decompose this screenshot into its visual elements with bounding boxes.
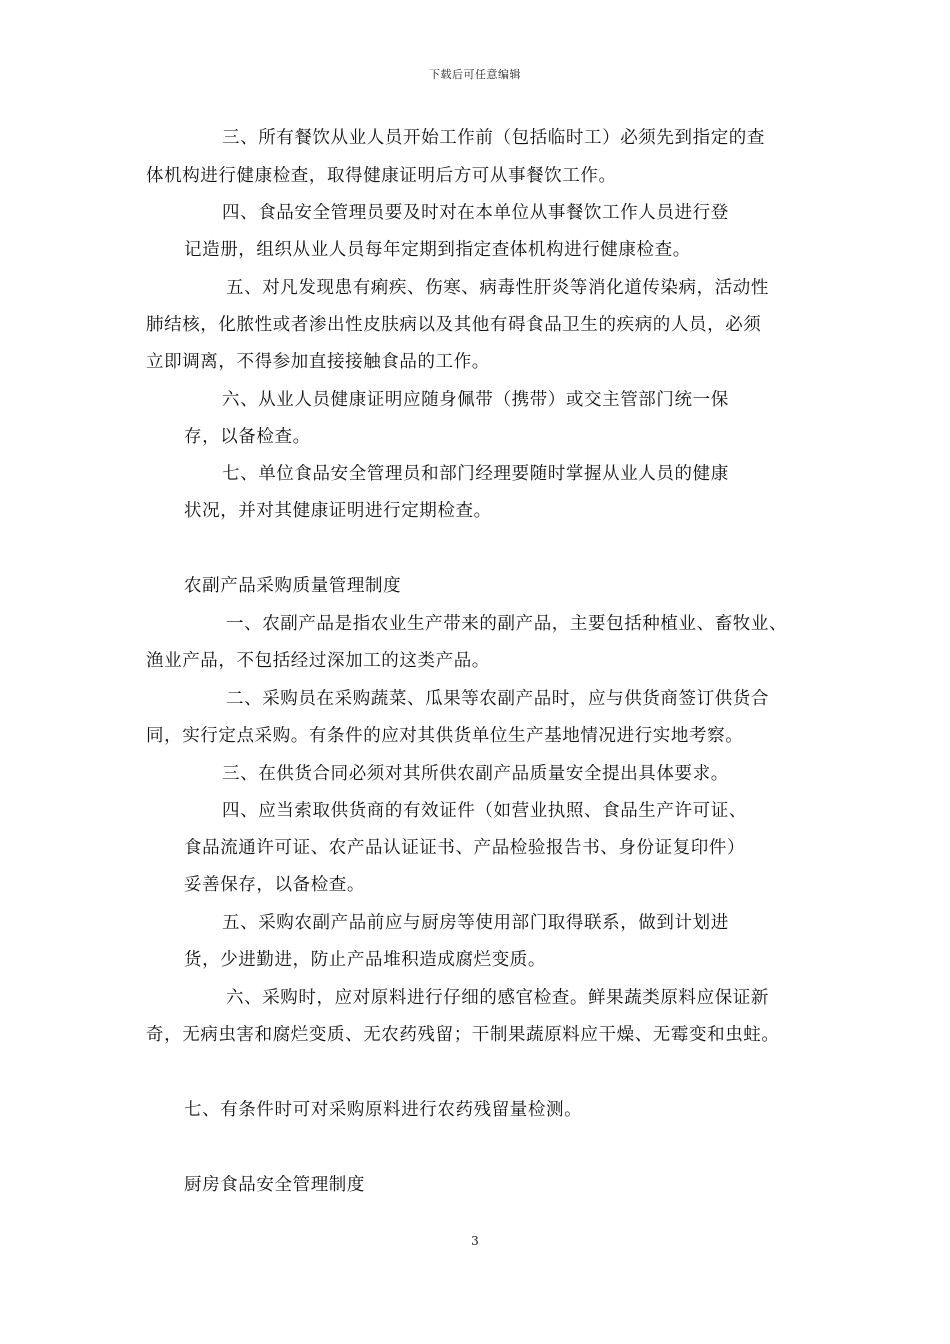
paragraph-line: 三、所有餐饮从业人员开始工作前（包括临时工）必须先到指定的查 <box>222 128 765 148</box>
paragraph-line: 二、采购员在采购蔬菜、瓜果等农副产品时，应与供货商签订供货合 <box>226 689 769 709</box>
paragraph-line: 三、在供货合同必须对其所供农副产品质量安全提出具体要求。 <box>222 764 729 784</box>
paragraph-line: 奇，无病虫害和腐烂变质、无农药残留；干制果蔬原料应干燥、无霉变和虫蛀。 <box>146 1025 780 1045</box>
paragraph-line: 五、采购农副产品前应与厨房等使用部门取得联系，做到计划进 <box>222 913 729 933</box>
paragraph-line: 四、食品安全管理员要及时对在本单位从事餐饮工作人员进行登 <box>222 203 729 223</box>
paragraph-line: 货，少进勤进，防止产品堆积造成腐烂变质。 <box>184 950 546 970</box>
paragraph-line: 记造册，组织从业人员每年定期到指定查体机构进行健康检查。 <box>184 240 691 260</box>
paragraph-line: 状况，并对其健康证明进行定期检查。 <box>184 501 492 521</box>
paragraph-line: 存，以备检查。 <box>184 427 311 447</box>
paragraph-line: 一、农副产品是指农业生产带来的副产品，主要包括种植业、畜牧业、 <box>226 614 788 634</box>
paragraph-line: 食品流通许可证、农产品认证证书、产品检验报告书、身份证复印件） <box>184 838 746 858</box>
paragraph-line: 肺结核，化脓性或者渗出性皮肤病以及其他有碍食品卫生的疾病的人员，必须 <box>146 315 762 335</box>
paragraph-line: 妥善保存，以备检查。 <box>184 875 365 895</box>
paragraph-line: 七、单位食品安全管理员和部门经理要随时掌握从业人员的健康 <box>222 464 729 484</box>
section-heading: 厨房食品安全管理制度 <box>184 1175 365 1195</box>
paragraph-line: 五、对凡发现患有痢疾、伤寒、病毒性肝炎等消化道传染病，活动性 <box>226 278 769 298</box>
paragraph-line: 六、从业人员健康证明应随身佩带（携带）或交主管部门统一保 <box>222 390 729 410</box>
paragraph-line: 六、采购时，应对原料进行仔细的感官检查。鲜果蔬类原料应保证新 <box>226 988 769 1008</box>
paragraph-line: 体机构进行健康检查，取得健康证明后方可从事餐饮工作。 <box>146 166 617 186</box>
paragraph-line: 同，实行定点采购。有条件的应对其供货单位生产基地情况进行实地考察。 <box>146 726 744 746</box>
page-header: 下载后可任意编辑 <box>429 68 521 81</box>
paragraph-line: 四、应当索取供货商的有效证件（如营业执照、食品生产许可证、 <box>222 801 747 821</box>
paragraph-line: 立即调离，不得参加直接接触食品的工作。 <box>146 352 490 372</box>
paragraph-line: 渔业产品，不包括经过深加工的这类产品。 <box>146 651 490 671</box>
section-heading: 农副产品采购质量管理制度 <box>184 576 402 596</box>
paragraph-line: 七、有条件时可对采购原料进行农药残留量检测。 <box>184 1100 583 1120</box>
page-number: 3 <box>471 1234 479 1248</box>
